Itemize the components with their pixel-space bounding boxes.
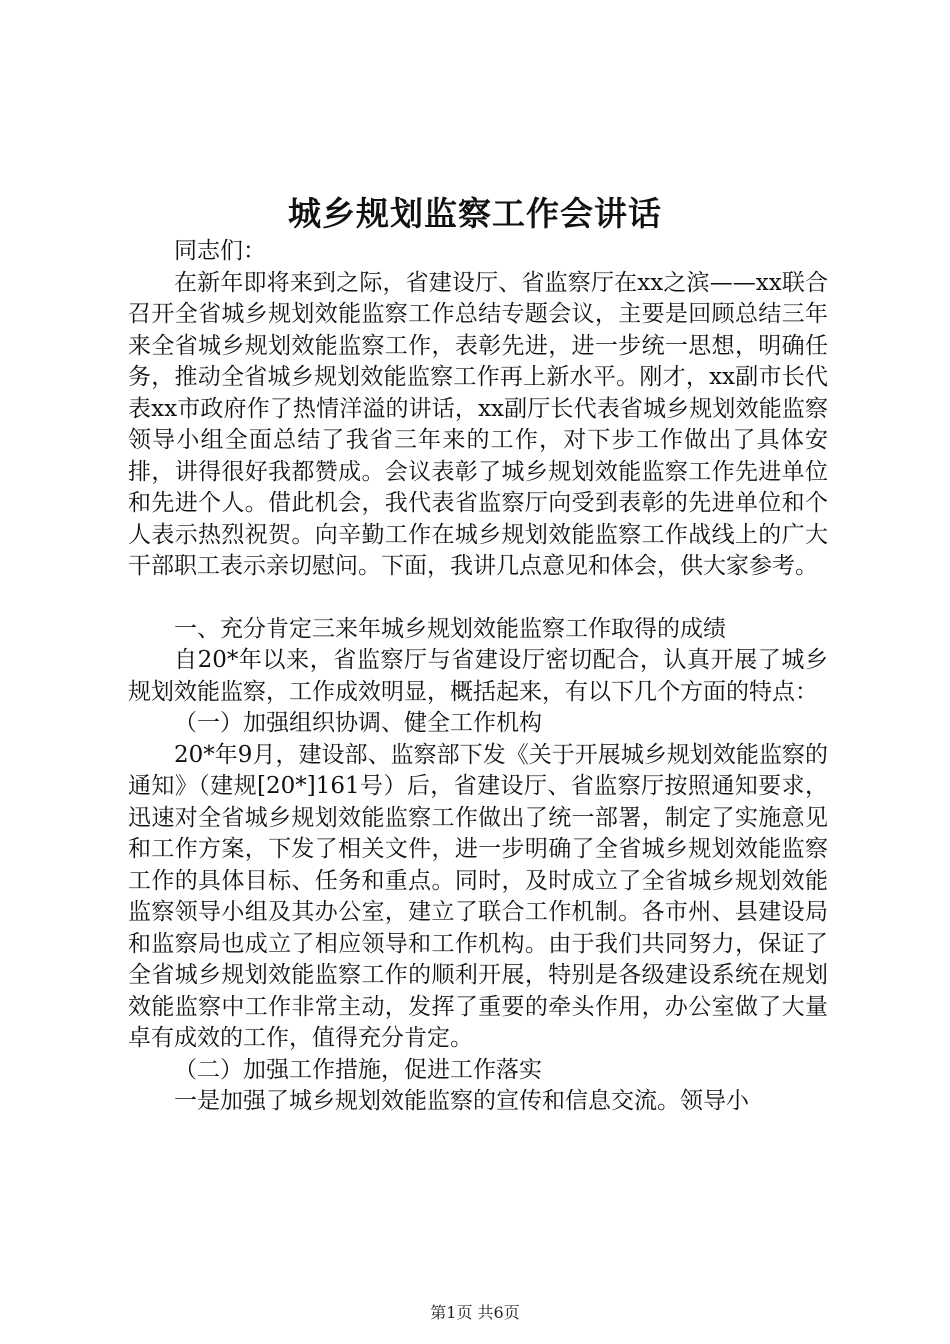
section-heading-1: 一、充分肯定三来年城乡规划效能监察工作取得的成绩 — [174, 615, 726, 642]
paragraph-subsection1: 20*年9月，建设部、监察部下发《关于开展城乡规划效能监察的通知》（建规[20*]161号）后，省建设厅、省监察厅按照通知要求，迅速对全省城乡规划效能监察工作做出了统一部署，制定了实施意见和工作方案，下发了相关文件，进一步明确了全省城乡规划效能监察工作的具体目标、任务和重点。同时，及时成立了全省城乡规划效能监察领导小组及其办公室，建立了联合工作机制。各市州、县建设局和监察局也成立了相应领导和工作机构。由于我们共同努力，保证了全省城乡规划效能监察工作的顺利开展，特别是各级建设系统在规划效能监察中工作非常主动，发挥了重要的牵头作用，办公室做了大量卓有成效的工作，值得充分肯定。 — [128, 741, 828, 1051]
salutation: 同志们： — [174, 238, 266, 264]
document-body — [128, 236, 828, 1118]
paragraph-subsection2: 一是加强了城乡规划效能监察的宣传和信息交流。领导小 — [174, 1088, 749, 1114]
document-title: 城乡规划监察工作会讲话 — [288, 194, 662, 233]
subsection-heading-1: （一）加强组织协调、健全工作机构 — [174, 710, 542, 736]
subsection-heading-2: （二）加强工作措施，促进工作落实 — [174, 1056, 542, 1083]
paragraph-section1-intro: 自20*年以来，省监察厅与省建设厅密切配合，认真开展了城乡规划效能监察，工作成效明显，概括起来，有以下几个方面的特点： — [128, 647, 828, 705]
paragraph-spacer — [128, 583, 828, 614]
paragraph-intro: 在新年即将来到之际，省建设厅、省监察厅在xx之滨——xx联合召开全省城乡规划效能监察工作总结专题会议，主要是回顾总结三年来全省城乡规划效能监察工作，表彰先进，进一步统一思想，明确任务，推动全省城乡规划效能监察工作再上新水平。刚才，xx副市长代表xx市政府作了热情洋溢的讲话，xx副厅长代表省城乡规划效能监察领导小组全面总结了我省三年来的工作，对下步工作做出了具体安排，讲得很好我都赞成。会议表彰了城乡规划效能监察工作先进单位和先进个人。借此机会，我代表省监察厅向受到表彰的先进单位和个人表示热烈祝贺。向辛勤工作在城乡规划效能监察工作战线上的广大干部职工表示亲切慰问。下面，我讲几点意见和体会，供大家参考。 — [128, 269, 828, 579]
page-footer: 第1页 共6页 — [430, 1303, 520, 1322]
